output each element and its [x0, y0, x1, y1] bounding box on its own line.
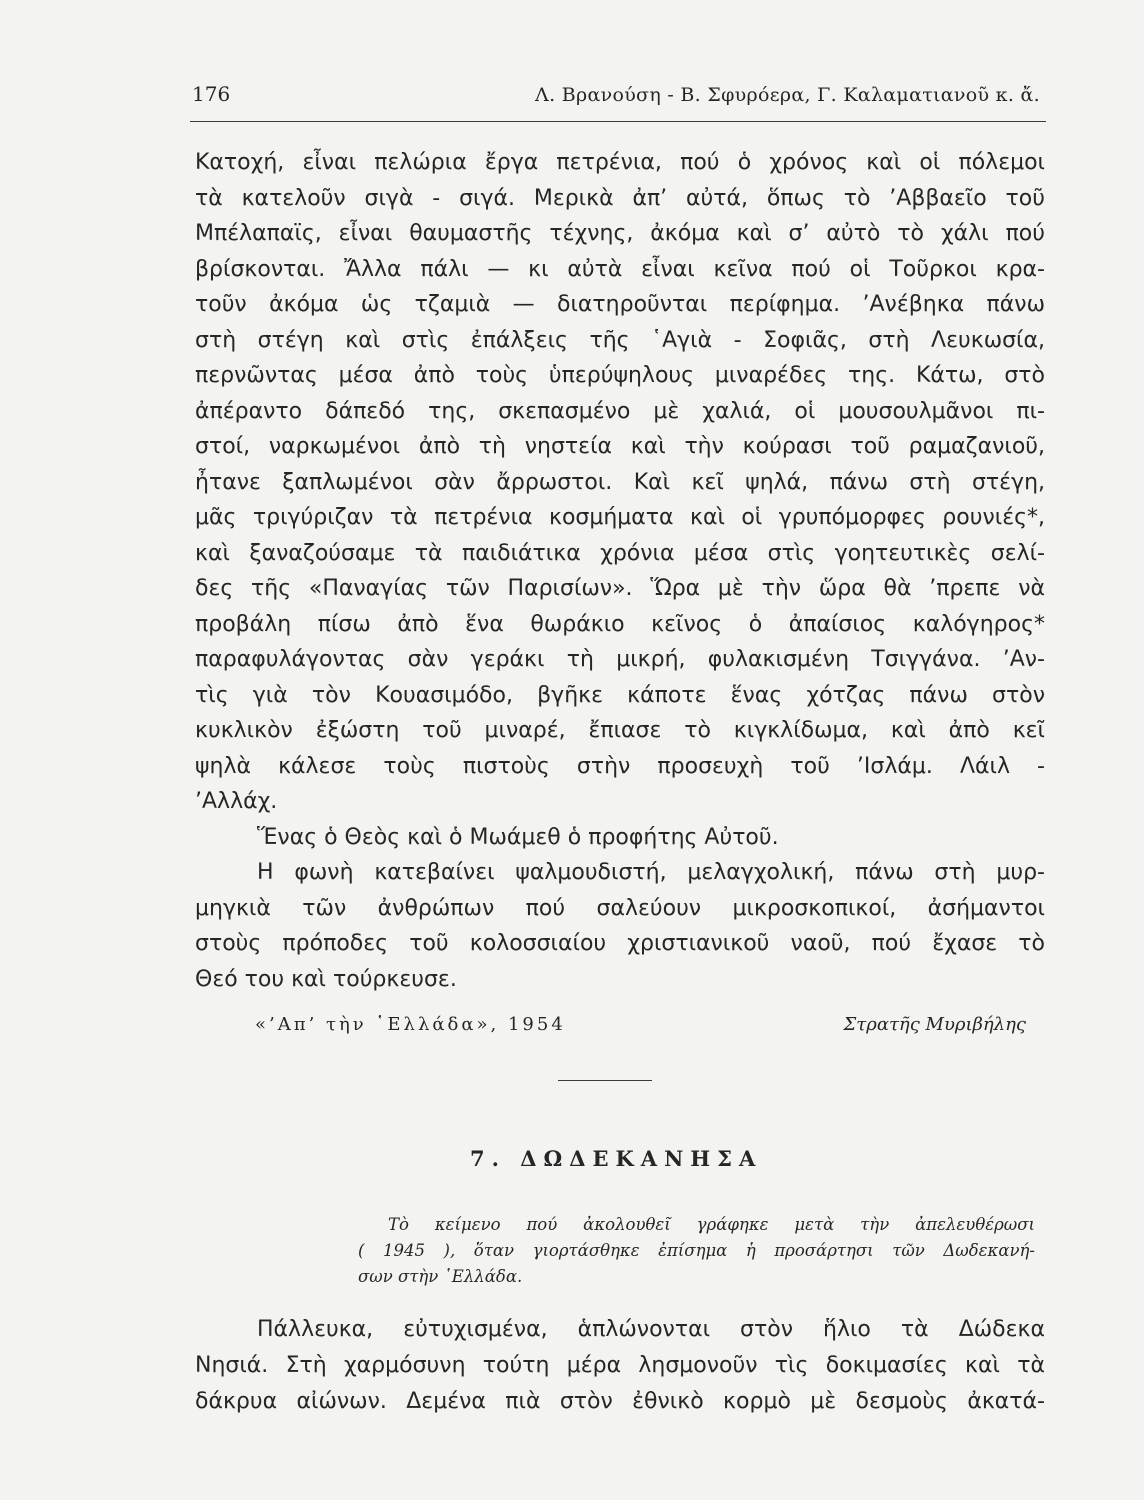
- text-line: βρίσκονται. Ἄλλα πάλι — κι αὐτὰ εἶναι κεῖνα πού οἱ Τοῦρκοι κρα-: [195, 256, 1045, 282]
- text-line: μᾶς τριγύριζαν τὰ πετρένια κοσμήματα καὶ οἱ γρυπόμορφες ρουνιές*,: [195, 505, 1045, 530]
- text-line: Θεό του καὶ τούρκευσε.: [195, 966, 457, 992]
- section-divider: [558, 1080, 652, 1081]
- text-line: Η φωνὴ κατεβαίνει ψαλμουδιστή, μελαγχολική, πάνω στὴ μυρ-: [257, 860, 1045, 885]
- running-title: Λ. Βρανούση - Β. Σφυρόερα, Γ. Καλαματιανοῦ κ. ἄ.: [535, 84, 1040, 106]
- text-line: μηγκιὰ τῶν ἀνθρώπων πού σαλεύουν μικροσκοπικοί, ἀσήμαντοι: [195, 895, 1045, 921]
- section-note: [358, 1212, 1035, 1290]
- text-line: δάκρυα αἰώνων. Δεμένα πιὰ στὸν ἐθνικὸ κορμὸ μὲ δεσμοὺς ἀκατά-: [195, 1389, 1045, 1414]
- text-line: δες τῆς «Παναγίας τῶν Παρισίων». Ὥρα μὲ τὴν ὥρα θὰ ’πρεπε νὰ: [195, 576, 1045, 601]
- text-line: τὶς γιὰ τὸν Κουασιμόδο, βγῆκε κάποτε ἕνας χότζας πάνω στὸν: [195, 682, 1045, 708]
- note-line: ( 1945 ), ὅταν γιορτάσθηκε ἐπίσημα ἡ προσάρτησι τῶν Δωδεκανή-: [358, 1241, 1035, 1260]
- page-number: 176: [192, 82, 231, 106]
- text-line: Ἕνας ὁ Θεὸς καὶ ὁ Μωάμεθ ὁ προφήτης Αὐτοῦ.: [257, 824, 779, 850]
- text-line: ἦτανε ξαπλωμένοι σὰν ἄρρωστοι. Καὶ κεῖ ψηλά, πάνω στὴ στέγη,: [195, 469, 1045, 495]
- section-body-text: [195, 1312, 1045, 1420]
- text-line: Μπέλαπαϊς, εἶναι θαυμαστῆς τέχνης, ἀκόμα καὶ σ’ αὐτὸ τὸ χάλι πού: [195, 221, 1045, 246]
- text-line: περνῶντας μέσα ἀπὸ τοὺς ὑπερύψηλους μιναρέδες της. Κάτω, στὸ: [195, 363, 1045, 388]
- text-line: ψηλὰ κάλεσε τοὺς πιστοὺς στὴν προσευχὴ τοῦ ’Ισλάμ. Λάιλ -: [195, 753, 1045, 779]
- attribution-author: Στρατῆς Μυριβήλης: [843, 1014, 1026, 1035]
- note-line: σων στὴν ῾Ελλάδα.: [358, 1267, 523, 1286]
- text-line: τοῦν ἀκόμα ὡς τζαμιὰ — διατηροῦνται περίφημα. ’Ανέβηκα πάνω: [195, 292, 1045, 317]
- text-line: ἀπέραντο δάπεδό της, σκεπασμένο μὲ χαλιά, οἱ μουσουλμᾶνοι πι-: [195, 398, 1045, 424]
- text-line: κυκλικὸν ἐξώστη τοῦ μιναρέ, ἔπιασε τὸ κιγκλίδωμα, καὶ ἀπὸ κεῖ: [195, 718, 1045, 743]
- text-line: Πάλλευκα, εὐτυχισμένα, ἁπλώνονται στὸν ἥλιο τὰ Δώδεκα: [257, 1317, 1045, 1342]
- text-line: καὶ ξαναζούσαμε τὰ παιδιάτικα χρόνια μέσα στὶς γοητευτικὲς σελί-: [195, 540, 1045, 566]
- text-line: στοὺς πρόποδες τοῦ κολοσσιαίου χριστιανικοῦ ναοῦ, πού ἔχασε τὸ: [195, 931, 1045, 956]
- note-line: Τὸ κείμενο πού ἀκολουθεῖ γράφηκε μετὰ τὴν ἀπελευθέρωσι: [388, 1215, 1035, 1234]
- text-line: στοί, ναρκωμένοι ἀπὸ τὴ νηστεία καὶ τὴν κούρασι τοῦ ραμαζανιοῦ,: [195, 434, 1045, 459]
- text-line: στὴ στέγη καὶ στὶς ἐπάλξεις τῆς ῾Αγιὰ - Σοφιᾶς, στὴ Λευκωσία,: [195, 327, 1045, 353]
- section-heading: 7. ΔΩΔΕΚΑΝΗΣΑ: [470, 1146, 763, 1171]
- text-line: Νησιά. Στὴ χαρμόσυνη τούτη μέρα λησμονοῦν τὶς δοκιμασίες καὶ τὰ: [195, 1353, 1045, 1378]
- attribution-source: «’Απ’ τὴν ῾Ελλάδα», 1954: [255, 1014, 566, 1035]
- text-line: Κατοχή, εἶναι πελώρια ἔργα πετρένια, πού ὁ χρόνος καὶ οἱ πόλεμοι: [195, 150, 1045, 175]
- body-text: [195, 145, 1045, 997]
- text-line: παραφυλάγοντας σὰν γεράκι τὴ μικρή, φυλακισμένη Τσιγγάνα. ’Αν-: [195, 647, 1045, 672]
- text-line: προβάλη πίσω ἀπὸ ἕνα θωράκιο κεῖνος ὁ ἀπαίσιος καλόγηρος*: [195, 611, 1045, 637]
- text-line: ’Αλλάχ.: [195, 789, 278, 814]
- text-line: τὰ κατελοῦν σιγὰ - σιγά. Μερικὰ ἀπ’ αὐτά, ὅπως τὸ ’Αββαεῖο τοῦ: [195, 185, 1045, 211]
- header-rule: [190, 121, 1046, 122]
